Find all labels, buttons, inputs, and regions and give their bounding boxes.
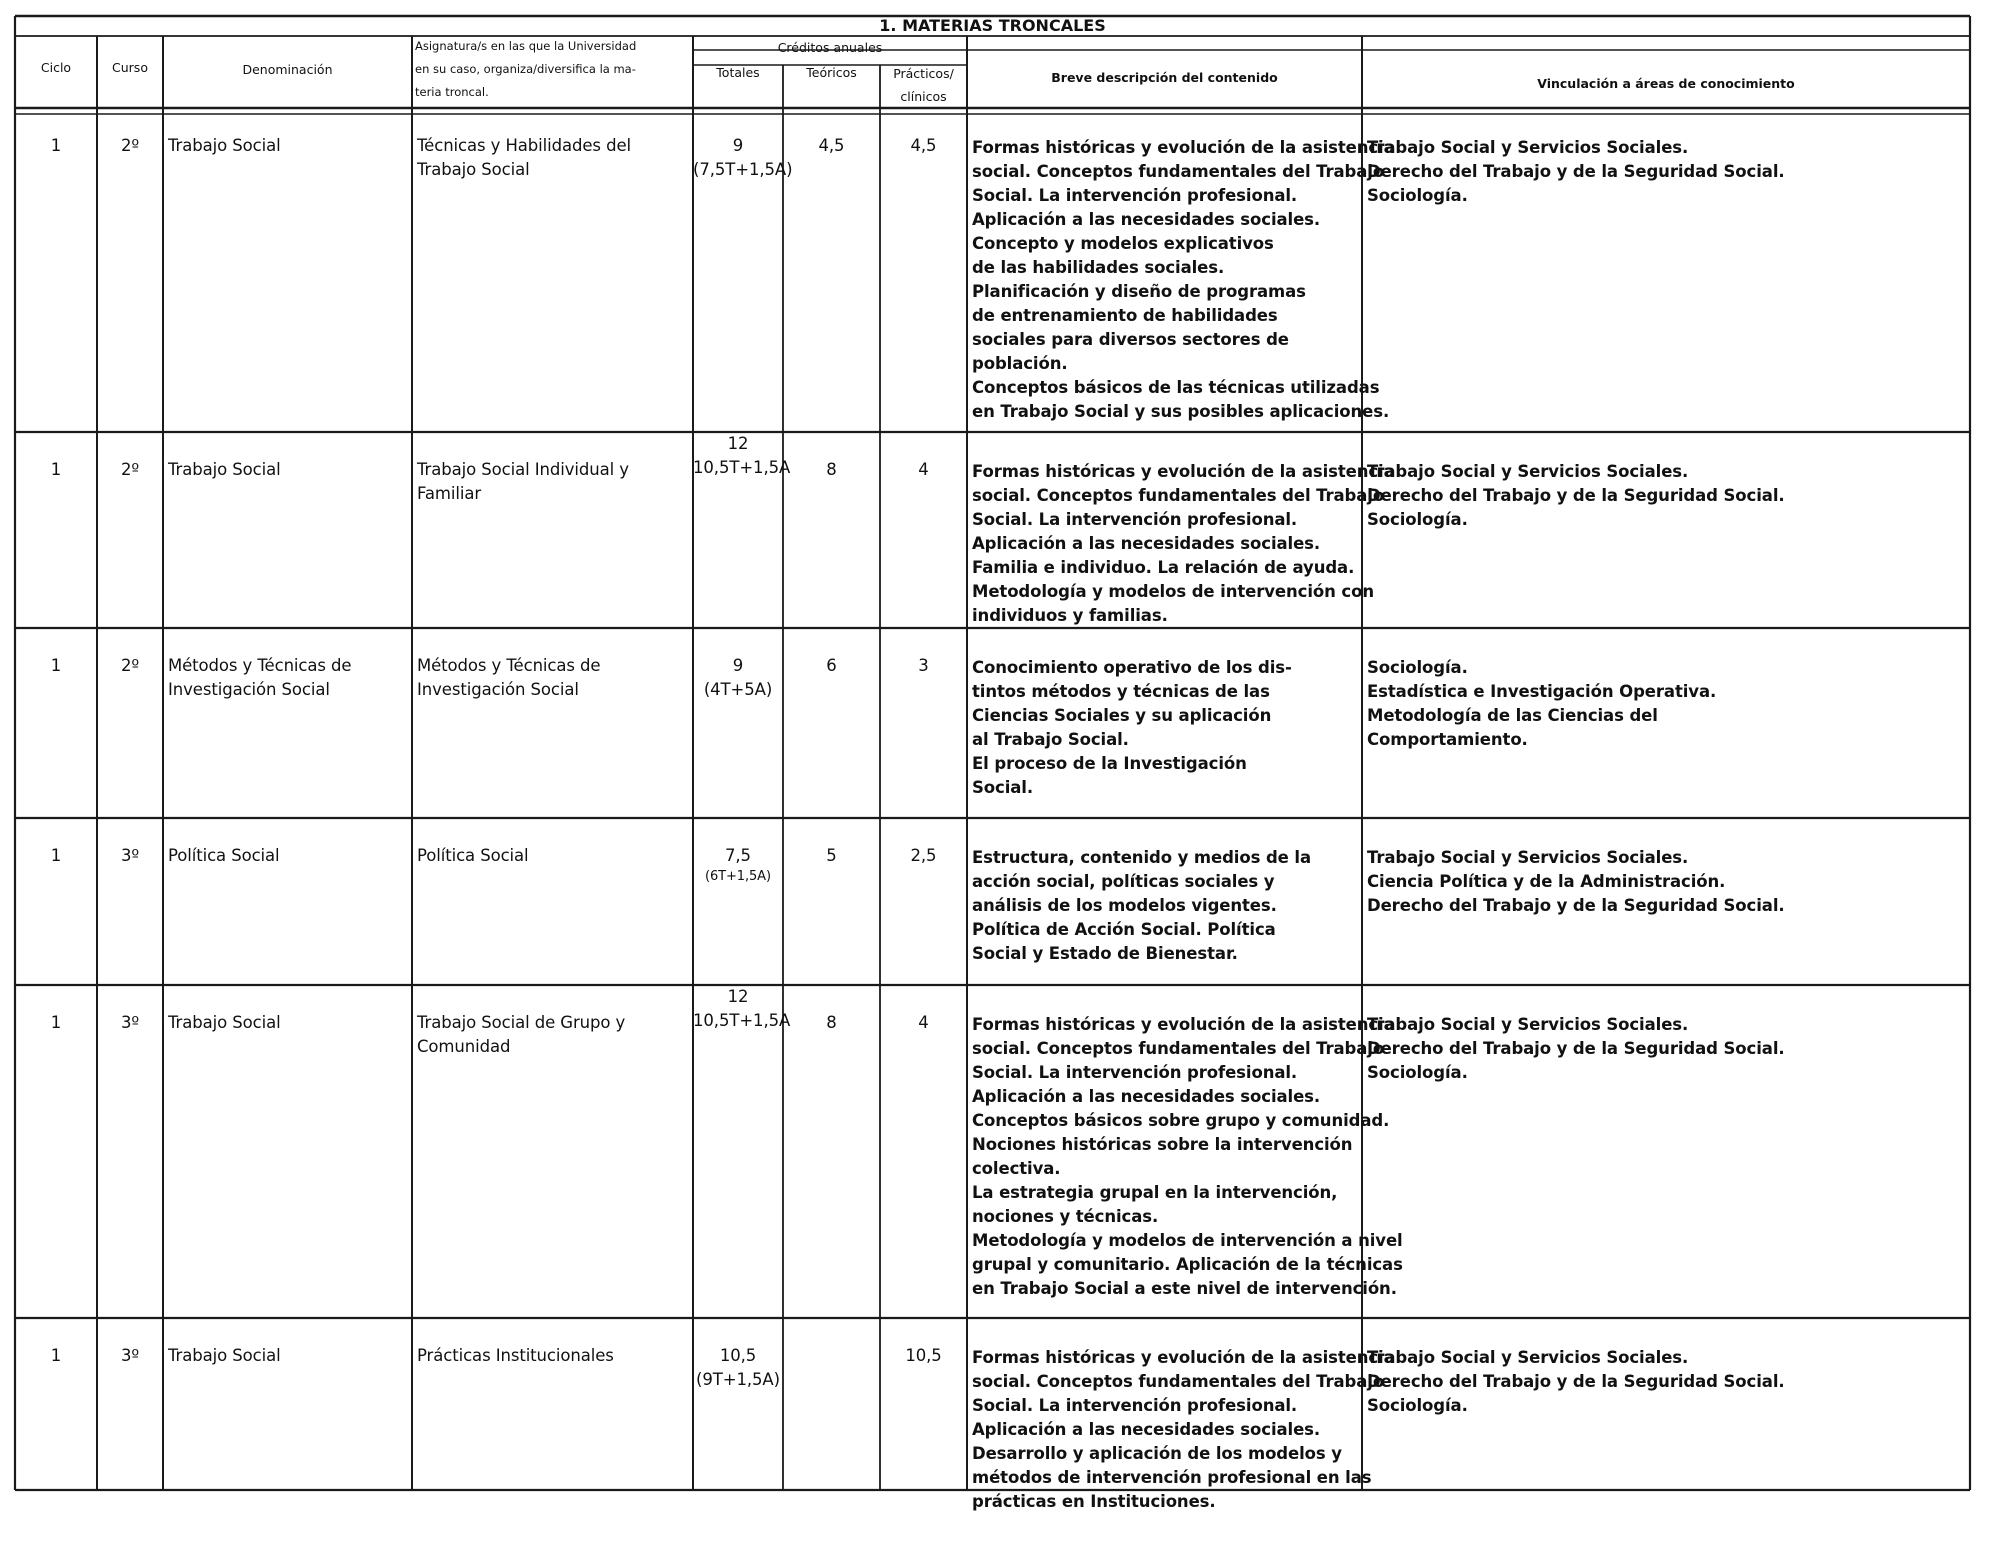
- header-practicos-line-1: Prácticos/: [893, 66, 954, 81]
- row-practicos: 3: [918, 656, 929, 675]
- row-denominacion: Trabajo Social: [168, 1346, 281, 1365]
- row-vinculacion: Metodología de las Ciencias del: [1367, 706, 1658, 725]
- row-asignatura: Comunidad: [417, 1037, 511, 1056]
- row-descripcion: tintos métodos y técnicas de las: [972, 682, 1270, 701]
- row-descripcion: Conocimiento operativo de los dis-: [972, 658, 1292, 677]
- row-denominacion: Investigación Social: [168, 680, 330, 699]
- row-totales: 12: [727, 434, 749, 453]
- row-descripcion: Formas históricas y evolución de la asistencia: [972, 462, 1395, 481]
- row-descripcion: colectiva.: [972, 1159, 1061, 1178]
- row-practicos: 4: [918, 1013, 929, 1032]
- row-vinculacion: Sociología.: [1367, 186, 1468, 205]
- row-asignatura: Política Social: [417, 846, 529, 865]
- row-teoricos: 4,5: [818, 136, 845, 155]
- row-descripcion: Aplicación a las necesidades sociales.: [972, 534, 1321, 553]
- row-descripcion: de entrenamiento de habilidades: [972, 306, 1278, 325]
- header-creditos-anuales: Créditos anuales: [777, 40, 883, 55]
- row-descripcion: prácticas en Instituciones.: [972, 1492, 1216, 1511]
- row-descripcion: de las habilidades sociales.: [972, 258, 1225, 277]
- row-asignatura: Métodos y Técnicas de: [417, 656, 601, 675]
- row-curso: 2º: [120, 656, 140, 675]
- row-curso: 3º: [120, 1346, 140, 1365]
- row-curso: 2º: [120, 136, 140, 155]
- row-descripcion: Social. La intervención profesional.: [972, 186, 1298, 205]
- row-asignatura: Familiar: [417, 484, 482, 503]
- row-ciclo: 1: [50, 656, 62, 675]
- row-descripcion: Social y Estado de Bienestar.: [972, 944, 1238, 963]
- header-curso: Curso: [112, 60, 148, 75]
- row-ciclo: 1: [50, 1346, 62, 1365]
- row-descripcion: Concepto y modelos explicativos: [972, 234, 1274, 253]
- row-vinculacion: Trabajo Social y Servicios Sociales.: [1367, 138, 1689, 157]
- row-practicos: 4: [918, 460, 929, 479]
- row-descripcion: métodos de intervención profesional en las: [972, 1468, 1372, 1487]
- row-ciclo: 1: [50, 1013, 62, 1032]
- table-title: 1. MATERIAS TRONCALES: [879, 16, 1106, 35]
- row-vinculacion: Derecho del Trabajo y de la Seguridad Social.: [1367, 162, 1785, 181]
- row-ciclo: 1: [50, 460, 62, 479]
- row-descripcion: social. Conceptos fundamentales del Trabajo: [972, 486, 1385, 505]
- row-descripcion: análisis de los modelos vigentes.: [972, 896, 1277, 915]
- row-descripcion: social. Conceptos fundamentales del Trabajo: [972, 1372, 1385, 1391]
- row-descripcion: Aplicación a las necesidades sociales.: [972, 1087, 1321, 1106]
- row-totales-desglose: (6T+1,5A): [705, 869, 771, 884]
- header-practicos-line-2: clínicos: [900, 89, 947, 104]
- row-vinculacion: Sociología.: [1367, 1396, 1468, 1415]
- row-descripcion: Social. La intervención profesional.: [972, 1396, 1298, 1415]
- row-descripcion: Formas históricas y evolución de la asistencia: [972, 1015, 1395, 1034]
- row-practicos: 10,5: [905, 1346, 942, 1365]
- row-descripcion: Formas históricas y evolución de la asistencia: [972, 138, 1395, 157]
- row-descripcion: social. Conceptos fundamentales del Trabajo: [972, 1039, 1385, 1058]
- row-descripcion: Familia e individuo. La relación de ayuda.: [972, 558, 1355, 577]
- row-teoricos: 6: [826, 656, 837, 675]
- row-ciclo: 1: [50, 136, 62, 155]
- row-descripcion: individuos y familias.: [972, 606, 1168, 625]
- row-asignatura: Técnicas y Habilidades del: [417, 136, 631, 155]
- row-vinculacion: Trabajo Social y Servicios Sociales.: [1367, 1348, 1689, 1367]
- header-denominacion: Denominación: [242, 62, 333, 77]
- row-descripcion: Planificación y diseño de programas: [972, 282, 1306, 301]
- row-descripcion: Aplicación a las necesidades sociales.: [972, 1420, 1321, 1439]
- row-denominacion: Política Social: [168, 846, 280, 865]
- row-descripcion: nociones y técnicas.: [972, 1207, 1159, 1226]
- header-descripcion: Breve descripción del contenido: [1051, 70, 1278, 85]
- row-descripcion: al Trabajo Social.: [972, 730, 1129, 749]
- row-practicos: 2,5: [910, 846, 937, 865]
- header-ciclo: Ciclo: [40, 60, 72, 75]
- row-totales: 12: [727, 987, 749, 1006]
- row-descripcion: Social.: [972, 778, 1034, 797]
- row-descripcion: Nociones históricas sobre la intervención: [972, 1135, 1353, 1154]
- row-descripcion: población.: [972, 354, 1068, 373]
- row-descripcion: en Trabajo Social y sus posibles aplicaciones.: [972, 402, 1390, 421]
- row-totales-desglose: 10,5T+1,5A: [693, 1011, 791, 1030]
- row-descripcion: Ciencias Sociales y su aplicación: [972, 706, 1272, 725]
- row-descripcion: Política de Acción Social. Política: [972, 920, 1276, 939]
- row-vinculacion: Estadística e Investigación Operativa.: [1367, 682, 1717, 701]
- row-totales-desglose: 10,5T+1,5A: [693, 458, 791, 477]
- row-descripcion: El proceso de la Investigación: [972, 754, 1247, 773]
- row-vinculacion: Trabajo Social y Servicios Sociales.: [1367, 1015, 1689, 1034]
- row-vinculacion: Derecho del Trabajo y de la Seguridad Social.: [1367, 486, 1785, 505]
- row-totales: 9: [732, 656, 744, 675]
- row-descripcion: Desarrollo y aplicación de los modelos y: [972, 1444, 1342, 1463]
- row-curso: 3º: [120, 846, 140, 865]
- row-vinculacion: Sociología.: [1367, 658, 1468, 677]
- row-denominacion: Trabajo Social: [168, 460, 281, 479]
- header-asignaturas-line-3: teria troncal.: [415, 85, 489, 99]
- row-descripcion: La estrategia grupal en la intervención,: [972, 1183, 1338, 1202]
- row-asignatura: Trabajo Social: [417, 160, 530, 179]
- row-totales-desglose: (7,5T+1,5A): [693, 160, 793, 179]
- row-vinculacion: Trabajo Social y Servicios Sociales.: [1367, 848, 1689, 867]
- row-vinculacion: Ciencia Política y de la Administración.: [1367, 872, 1726, 891]
- row-teoricos: 8: [826, 460, 837, 479]
- row-vinculacion: Derecho del Trabajo y de la Seguridad Social.: [1367, 1039, 1785, 1058]
- row-descripcion: Conceptos básicos de las técnicas utilizadas: [972, 378, 1380, 397]
- row-totales: 9: [732, 136, 744, 155]
- row-vinculacion: Sociología.: [1367, 1063, 1468, 1082]
- header-asignaturas-line-2: en su caso, organiza/diversifica la ma-: [415, 62, 636, 76]
- header-vinculacion: Vinculación a áreas de conocimiento: [1537, 76, 1795, 91]
- row-vinculacion: Comportamiento.: [1367, 730, 1528, 749]
- row-descripcion: social. Conceptos fundamentales del Trabajo: [972, 162, 1385, 181]
- header-teoricos: Teóricos: [806, 65, 857, 80]
- row-descripcion: en Trabajo Social a este nivel de intervención.: [972, 1279, 1397, 1298]
- row-totales: 7,5: [725, 846, 751, 865]
- row-descripcion: Social. La intervención profesional.: [972, 1063, 1298, 1082]
- row-asignatura: Prácticas Institucionales: [417, 1346, 614, 1365]
- row-descripcion: Conceptos básicos sobre grupo y comunidad.: [972, 1111, 1390, 1130]
- header-asignaturas-line-1: Asignatura/s en las que la Universidad: [415, 39, 637, 53]
- row-teoricos: 8: [826, 1013, 837, 1032]
- row-descripcion: Metodología y modelos de intervención con: [972, 582, 1374, 601]
- row-descripcion: Formas históricas y evolución de la asistencia: [972, 1348, 1395, 1367]
- row-ciclo: 1: [50, 846, 62, 865]
- row-vinculacion: Sociología.: [1367, 510, 1468, 529]
- row-totales-desglose: (4T+5A): [703, 680, 773, 699]
- row-denominacion: Métodos y Técnicas de: [168, 656, 352, 675]
- row-descripcion: Metodología y modelos de intervención a nivel: [972, 1231, 1403, 1250]
- row-curso: 3º: [120, 1013, 140, 1032]
- row-totales: 10,5: [719, 1346, 757, 1365]
- row-descripcion: Aplicación a las necesidades sociales.: [972, 210, 1321, 229]
- row-vinculacion: Derecho del Trabajo y de la Seguridad Social.: [1367, 896, 1785, 915]
- row-totales-desglose: (9T+1,5A): [696, 1370, 780, 1389]
- row-practicos: 4,5: [910, 136, 937, 155]
- row-descripcion: grupal y comunitario. Aplicación de la técnicas: [972, 1255, 1403, 1274]
- row-descripcion: Estructura, contenido y medios de la: [972, 848, 1311, 867]
- row-descripcion: acción social, políticas sociales y: [972, 872, 1275, 891]
- row-denominacion: Trabajo Social: [168, 1013, 281, 1032]
- row-descripcion: sociales para diversos sectores de: [972, 330, 1289, 349]
- row-vinculacion: Trabajo Social y Servicios Sociales.: [1367, 462, 1689, 481]
- row-asignatura: Investigación Social: [417, 680, 579, 699]
- row-asignatura: Trabajo Social Individual y: [417, 460, 629, 479]
- row-descripcion: Social. La intervención profesional.: [972, 510, 1298, 529]
- row-teoricos: 5: [826, 846, 837, 865]
- row-curso: 2º: [120, 460, 140, 479]
- row-denominacion: Trabajo Social: [168, 136, 281, 155]
- header-totales: Totales: [716, 65, 760, 80]
- row-vinculacion: Derecho del Trabajo y de la Seguridad Social.: [1367, 1372, 1785, 1391]
- row-asignatura: Trabajo Social de Grupo y: [417, 1013, 626, 1032]
